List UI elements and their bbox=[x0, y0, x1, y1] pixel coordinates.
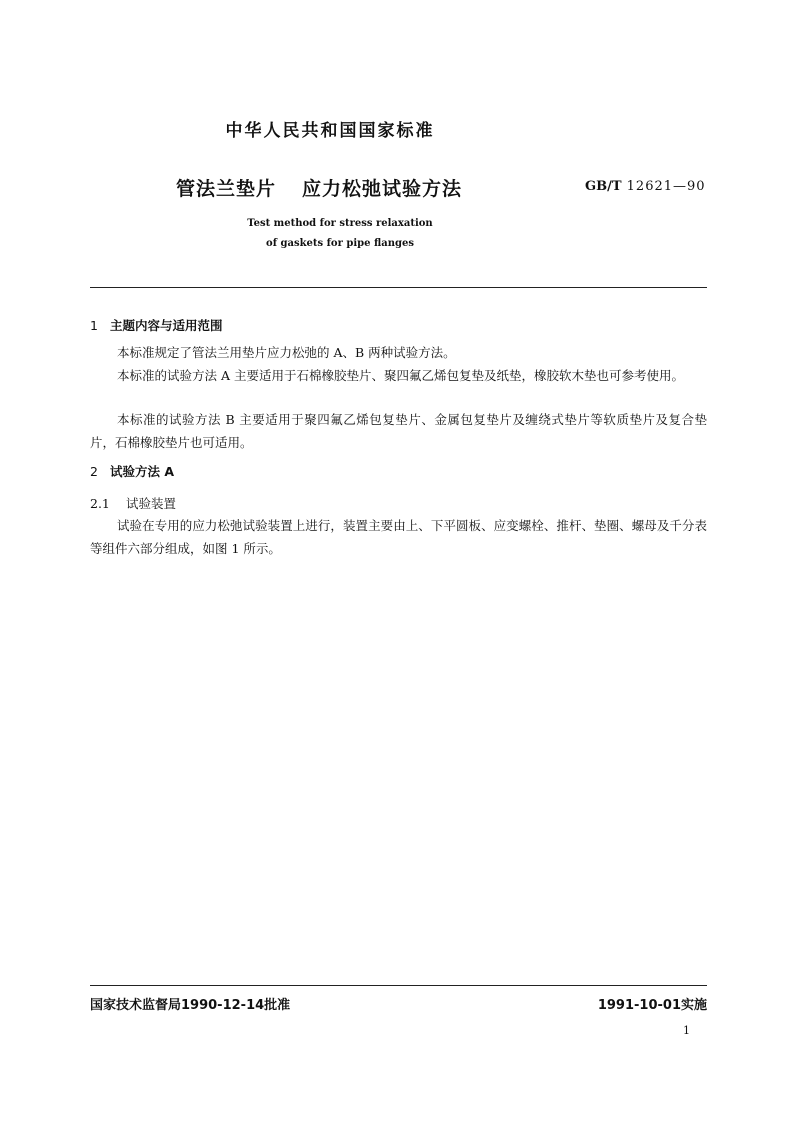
section-1-paragraph-1: 本标准规定了管法兰用垫片应力松弛的 A、B 两种试验方法。 bbox=[117, 345, 456, 360]
section-1-paragraph-3: 本标准的试验方法 B 主要适用于聚四氟乙烯包复垫片、金属包复垫片及缠绕式垫片等软质垫片及复合垫片，石棉橡胶垫片也可适用。 bbox=[90, 412, 707, 450]
title-part-method: 应力松弛试验方法 bbox=[302, 178, 463, 200]
standard-code: 12621—90 bbox=[626, 179, 706, 194]
title-part-gasket: 管法兰垫片 bbox=[176, 178, 277, 200]
section-1-number: 1 bbox=[90, 318, 98, 333]
implementation-date: 1991-10-01实施 bbox=[597, 998, 707, 1013]
footer-divider bbox=[90, 985, 707, 986]
document-title bbox=[176, 174, 462, 201]
section-2-1-heading bbox=[90, 494, 176, 512]
standard-number bbox=[585, 179, 706, 194]
approval-date: 国家技术监督局1990-12-14批准 bbox=[90, 998, 291, 1013]
section-2-1-paragraph: 试验在专用的应力松弛试验装置上进行，装置主要由上、下平圆板、应变螺栓、推杆、垫圈、螺母及千分表等组件六部分组成，如图 1 所示。 bbox=[90, 518, 707, 556]
section-2-heading bbox=[90, 462, 174, 480]
section-2-1-number: 2.1 bbox=[90, 496, 110, 511]
section-2-1-title: 试验装置 bbox=[126, 496, 177, 511]
page-number: 1 bbox=[683, 1024, 690, 1037]
english-title-line-2: of gaskets for pipe flanges bbox=[266, 238, 414, 249]
section-1-paragraph-2: 本标准的试验方法 A 主要适用于石棉橡胶垫片、聚四氟乙烯包复垫及纸垫，橡胶软木垫也可参考使用。 bbox=[117, 368, 684, 383]
english-title-line-1: Test method for stress relaxation bbox=[247, 218, 433, 229]
header-divider bbox=[90, 287, 707, 288]
national-standard-heading: 中华人民共和国国家标准 bbox=[225, 121, 435, 141]
section-1-title: 主题内容与适用范围 bbox=[110, 318, 223, 333]
section-1-heading bbox=[90, 316, 223, 334]
standard-prefix: GB/T bbox=[585, 179, 622, 194]
section-2-title: 试验方法 A bbox=[110, 464, 175, 479]
section-2-number: 2 bbox=[90, 464, 98, 479]
